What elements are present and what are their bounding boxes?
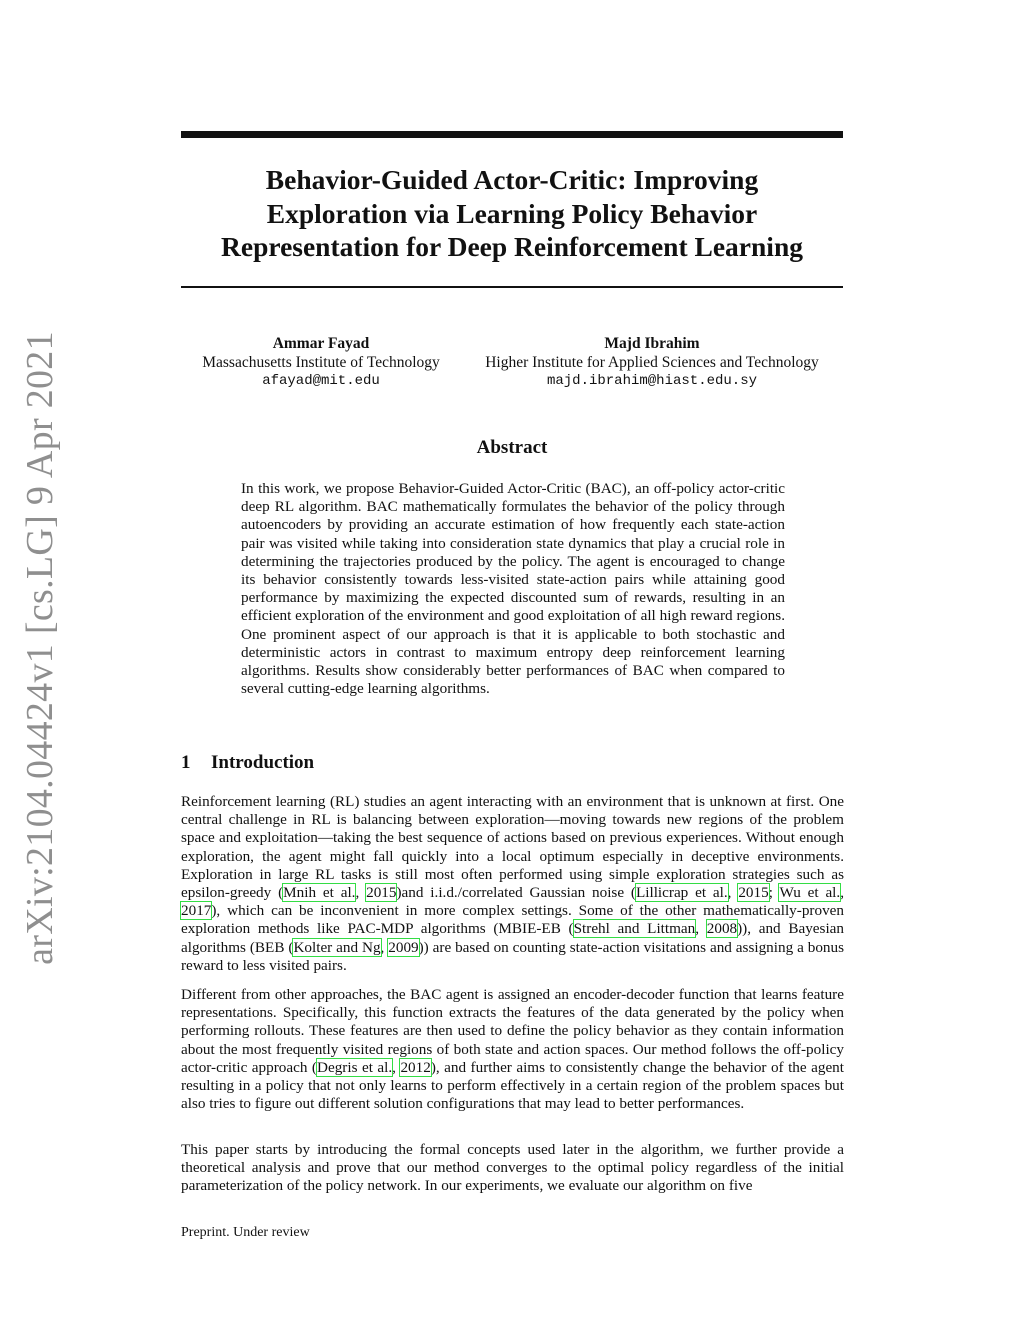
paragraph-text: )), and Bayesian algorithms (BEB ( <box>181 920 845 956</box>
intro-paragraph: This paper starts by introducing the formal concepts used later in the algorithm, we further provide a theoretical analysis and prove that our method converges to the optimal policy regardless of the initial parameterization of the policy network. In our experiments, we evaluate our algorithm on five <box>181 1141 844 1195</box>
abstract-text: In this work, we propose Behavior-Guided Actor-Critic (BAC), an off-policy actor-critic deep RL algorithm. BAC mathematically formulates the behavior of the policy through autoencoders by providing an accurate estimation of how frequently each state-action pair was visited while taking into consideration state dynamics that play a crucial role in determining the trajectories produced by the policy. The agent is encouraged to change its behavior consistently towards less-visited state-action pairs while attaining good performance by maximizing the expected discounted sum of rewards, resulting in an efficient exploration of the environment and good exploitation of all high reward regions. One prominent aspect of our approach is that it is applicable to both stochastic and deterministic actors in contrast to maximum entropy deep reinforcement learning algorithms. Results show considerably better performances of BAC when compared to several cutting-edge learning algorithms. <box>241 480 785 698</box>
paragraph-text: ), which can be inconvenient in more complex settings. Some of the other mathematically-proven exploration methods like PAC-MDP algorithms (MBIE-EB ( <box>181 902 844 938</box>
section-number: 1 <box>181 752 191 773</box>
footer-note: Preprint. Under review <box>181 1225 310 1240</box>
citation-link[interactable]: 2008 <box>706 920 738 938</box>
paragraph-text: )and i.i.d./correlated Gaussian noise ( <box>396 884 636 902</box>
citation-link[interactable]: Lillicrap et al. <box>635 884 728 902</box>
paragraph-text: )) are based on counting state-action visitations and assigning a bonus reward to less visited pairs. <box>181 938 845 974</box>
title-bottom-rule <box>181 286 843 288</box>
paragraph-text: , <box>840 884 844 902</box>
author-block <box>462 334 842 391</box>
paragraph-text: , <box>355 884 367 902</box>
intro-paragraph <box>181 793 844 975</box>
title-line: Exploration via Learning Policy Behavior <box>266 197 758 229</box>
citation-link[interactable]: Strehl and Littman <box>573 920 696 938</box>
intro-paragraph <box>181 986 844 1113</box>
abstract-heading: Abstract <box>476 437 548 458</box>
arxiv-identifier: arXiv:2104.04424v1 [cs.LG] 9 Apr 2021 <box>19 331 61 965</box>
title-line: Representation for Deep Reinforcement Learning <box>221 231 803 262</box>
paragraph-text: , <box>380 938 389 956</box>
citation-link[interactable]: Kolter and Ng <box>293 938 381 956</box>
paragraph-text: ; <box>768 884 780 902</box>
author-name: Ammar Fayad <box>272 335 370 352</box>
citation-link[interactable]: Mnih et al. <box>283 884 356 902</box>
paragraph-text: , <box>695 920 707 938</box>
section-title: Introduction <box>211 752 315 773</box>
citation-link[interactable]: 2012 <box>400 1058 431 1076</box>
paragraph-text: , <box>727 884 739 902</box>
author-affiliation: Higher Institute for Applied Sciences and Technology <box>485 354 819 371</box>
citation-link[interactable]: 2015 <box>738 884 769 902</box>
author-email[interactable]: afayad@mit.edu <box>262 373 380 389</box>
citation-link[interactable]: Degris et al. <box>316 1058 393 1076</box>
author-name: Majd Ibrahim <box>604 335 700 352</box>
paragraph-text: ), and further aims to consistently change the behavior of the agent resulting in a policy that not only learns to perform effectively in a certain region of the problem spaces but also tries to figure out different solution configurations that may lead to better performances. <box>181 1058 844 1113</box>
paragraph-text: Reinforcement learning (RL) studies an agent interacting with an environment that is unknown at first. One central challenge in RL is balancing between exploration—moving towards new regions of the problem space and exploitation—taking the best sequence of actions based on previous experiences. Without enough exploration, the agent might fall quickly into a local optimum especially in deceptive environments. Exploration in large RL tasks is still most often performed using simple exploration strategies such as epsilon-greedy ( <box>181 793 844 902</box>
title-top-rule <box>181 131 843 138</box>
citation-link[interactable]: 2017 <box>181 902 212 920</box>
author-email[interactable]: majd.ibrahim@hiast.edu.sy <box>546 373 758 389</box>
citation-link[interactable]: 2009 <box>388 938 419 956</box>
title-line: Behavior-Guided Actor-Critic: Improving <box>265 164 759 195</box>
paper-title <box>181 163 843 264</box>
citation-link[interactable]: Wu et al. <box>779 884 841 902</box>
author-affiliation: Massachusetts Institute of Technology <box>202 354 440 371</box>
author-block <box>181 334 461 391</box>
citation-link[interactable]: 2015 <box>366 884 397 902</box>
paragraph-text: Different from other approaches, the BAC agent is assigned an encoder-decoder function that learns feature representations. Specifically, this function extracts the features of the data generated by the policy when performing rollouts. These features are then used to define the policy behavior as they contain information about the most frequently visited regions of both state and action spaces. Our method follows the off-policy actor-critic approach ( <box>181 986 844 1076</box>
section-heading <box>181 752 314 774</box>
paragraph-text: , <box>392 1058 401 1076</box>
